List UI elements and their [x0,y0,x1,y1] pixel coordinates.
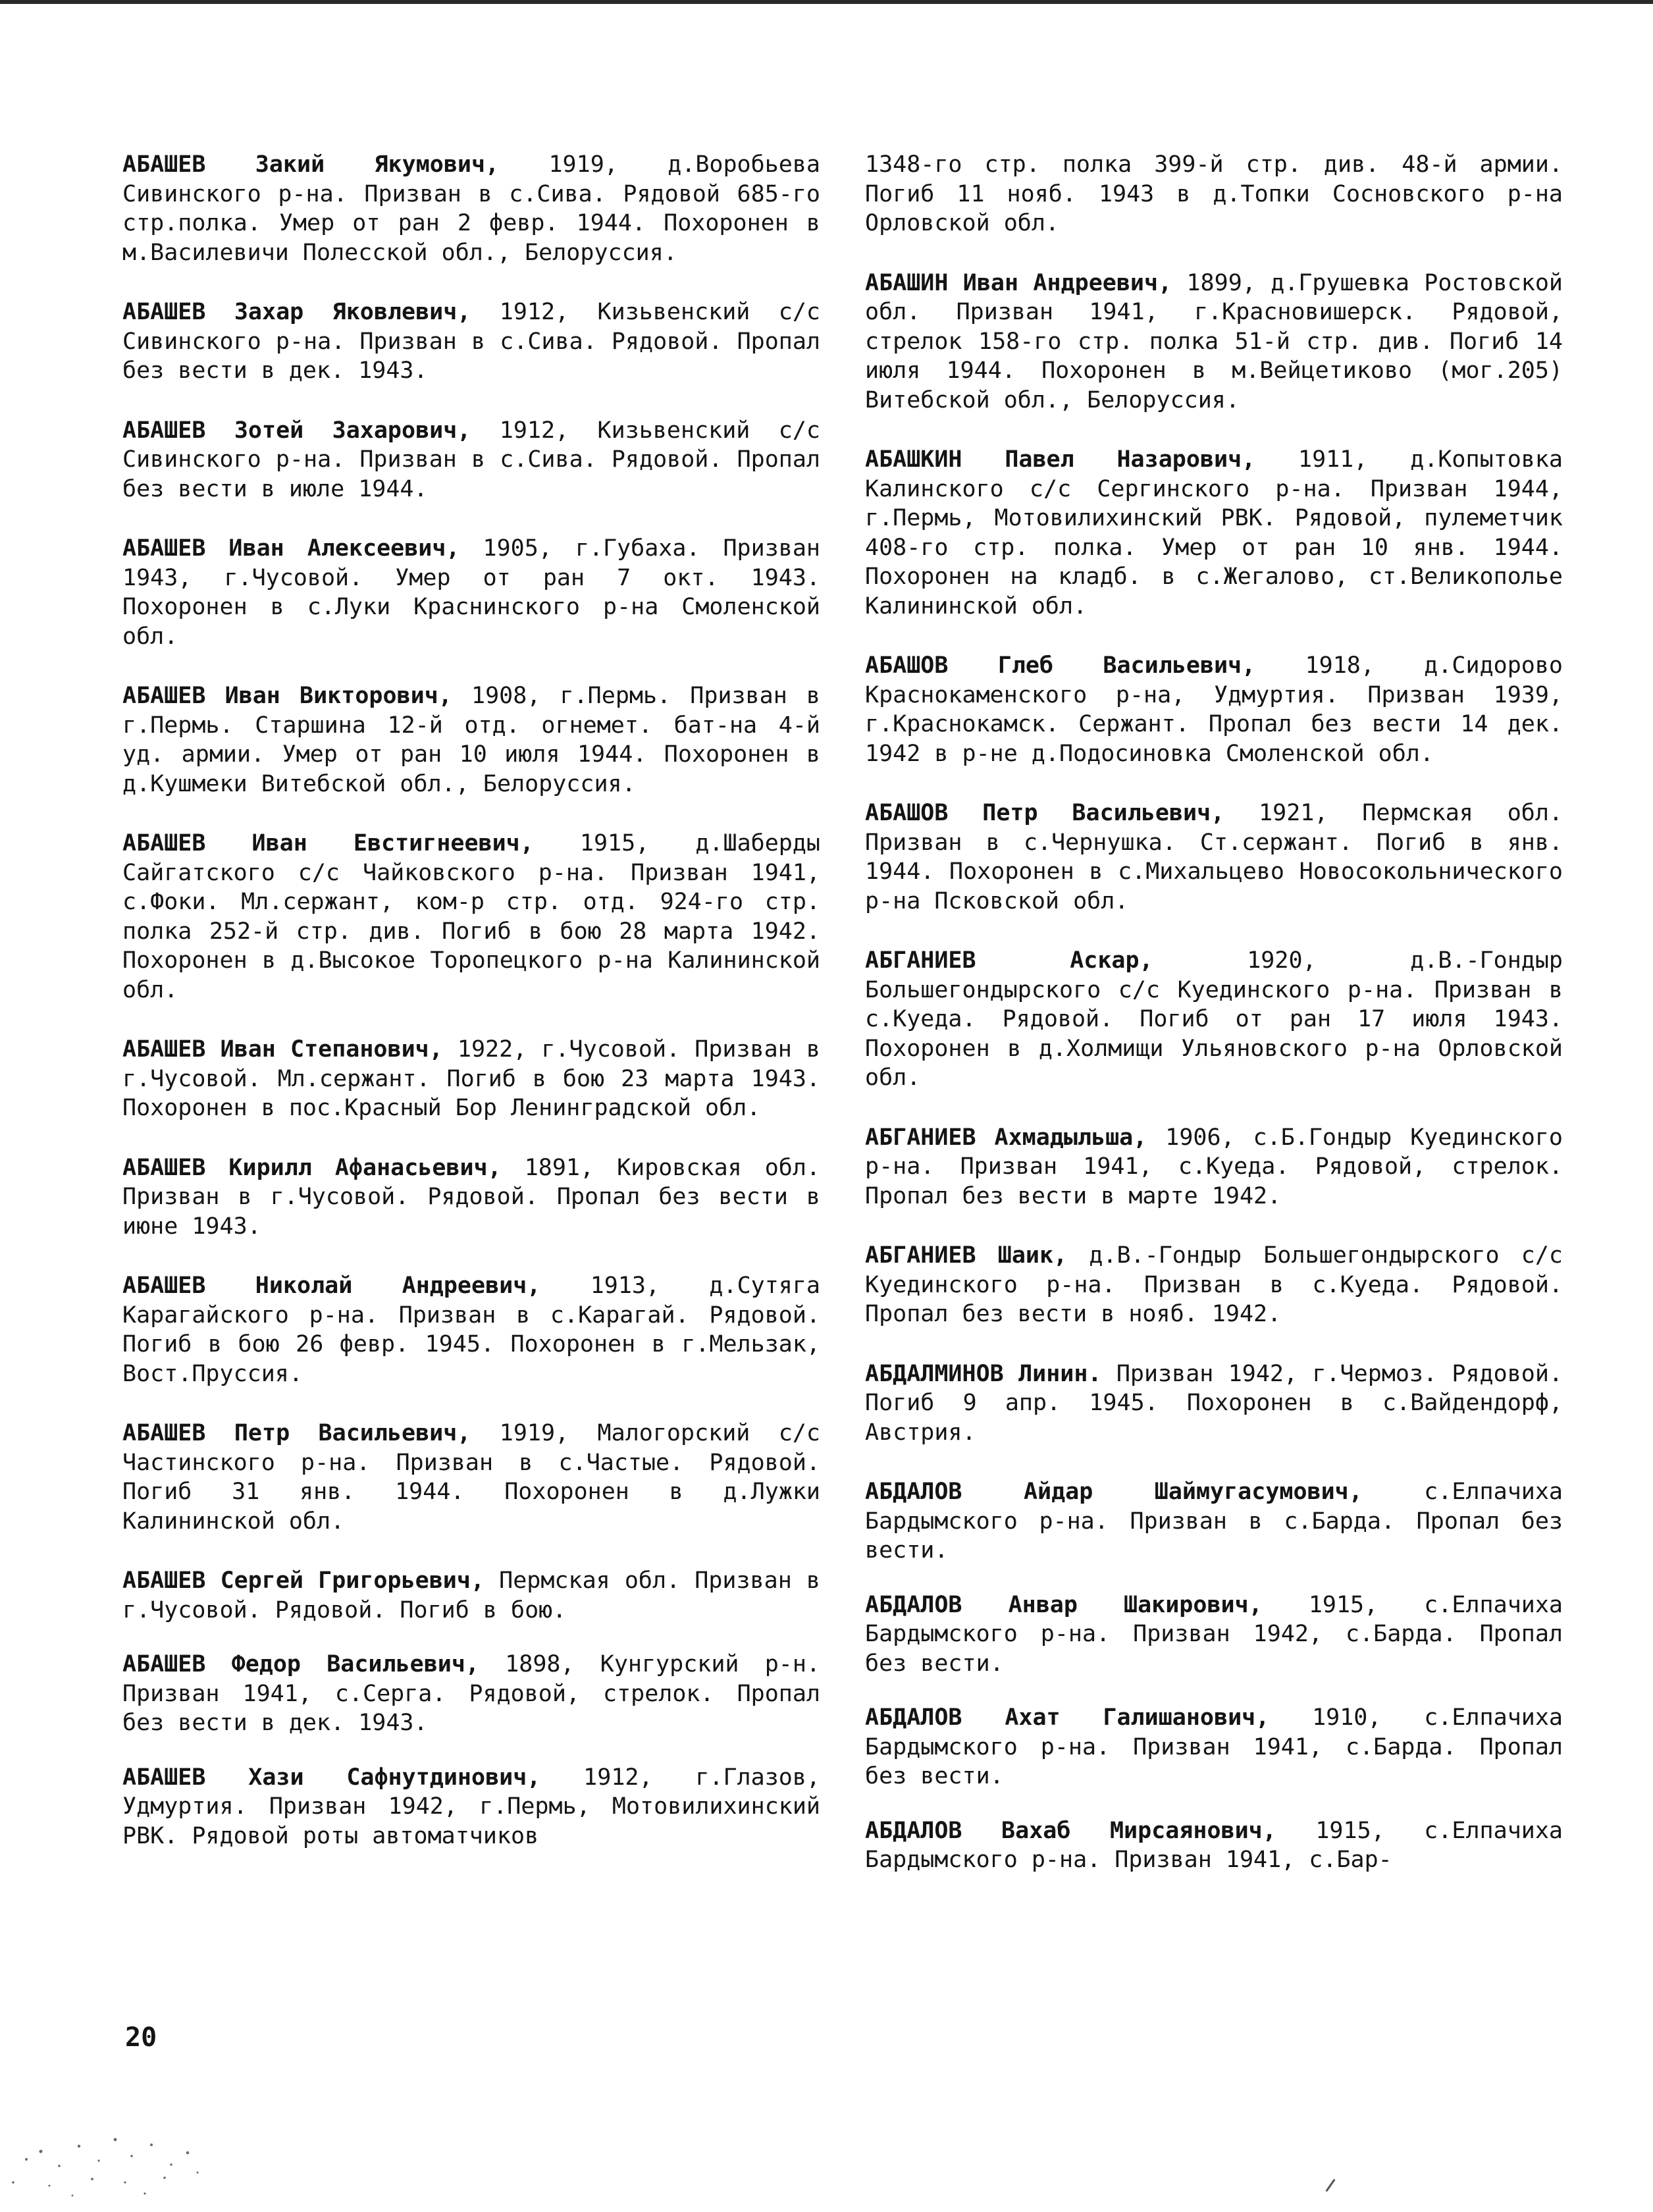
entry-name: АБАШЕВ Кирилл Афанасьевич, [122,1154,502,1181]
entry-name: АБАШЕВ Иван Евстигнеевич, [122,830,534,856]
entry-text: 1913, д.Сутяга Карагайского р-на. Призван в с.Карагай. Рядовой. Погиб в бою 26 февр. 1945. Похоронен в г.Мельзак, Вост.Пруссия. [122,1273,820,1387]
entry-text: с.Елпачиха Бардымского р-на. Призван в с.Барда. Пропал без вести. [865,1479,1563,1564]
entry [865,799,1563,916]
entry-text: 1912, Кизьвенский с/с Сивинского р-на. Призван в с.Сива. Рядовой. Пропал без вести в дек. 1943. [122,299,820,384]
entry-text: 1918, д.Сидорово Краснокаменского р-на, Удмуртия. Призван 1939, г.Краснокамск. Сержант. Пропал без вести 14 дек. 1942 в р-не д.Подосиновка Смоленской обл. [865,652,1563,767]
entry [122,1763,820,1851]
entry-name: АБДАЛОВ Анвар Шакирович, [865,1591,1263,1618]
entry-text: 1906, с.Б.Гондыр Куединского р-на. Призван 1941, с.Куеда. Рядовой, стрелок. Пропал без вести в марте 1942. [865,1124,1563,1209]
entry-name: АБАШЕВ Иван Викторович, [122,683,452,709]
entry-text: 1910, с.Елпачиха Бардымского р-на. Призван 1941, с.Барда. Пропал без вести. [865,1704,1563,1789]
entry-text: д.В.-Гондыр Большегондырского с/с Куединского р-на. Призван в с.Куеда. Рядовой. Пропал без вести в нояб. 1942. [865,1242,1563,1327]
entry-text: 1898, Кунгурский р-н. Призван 1941, с.Серга. Рядовой, стрелок. Пропал без вести в дек. 1943. [122,1651,820,1736]
top-border-line [0,0,1653,4]
right-column [865,150,1563,1905]
entry-text: 1915, д.Шаберды Сайгатского с/с Чайковского р-на. Призван 1941, с.Фоки. Мл.сержант, ком-р стр. отд. 924-го стр. полка 252-й стр. див. Погиб в бою 28 марта 1942. Похоронен в д.Высокое Торопецкого р-на Калининской обл. [122,830,820,1003]
entry-name: АБАШЕВ Захар Яковлевич, [122,299,471,325]
entry [122,1153,820,1242]
entry-text: 1915, с.Елпачиха Бардымского р-на. Призван 1941, с.Бар- [865,1817,1563,1873]
entry-name: АБАШКИН Павел Назарович, [865,446,1256,473]
entry [865,1591,1563,1679]
entry-name: АБДАЛМИНОВ Линин. [865,1360,1102,1387]
entry-name: АБАШЕВ Сергей Григорьевич, [122,1567,485,1594]
entry [122,681,820,799]
entry [122,150,820,267]
entry-name: АБАШИН Иван Андреевич, [865,269,1172,296]
stray-pen-mark [1325,2179,1335,2192]
entry-name: АБДАЛОВ Айдар Шаймугасумович, [865,1479,1363,1505]
entry [122,1566,820,1625]
entry-text: 1912, г.Глазов, Удмуртия. Призван 1942, г.Пермь, Мотовилихинский РВК. Рядовой роты автоматчиков [122,1764,820,1849]
entry-name: АБАШЕВ Иван Алексеевич, [122,535,460,562]
entry-name: АБАШЕВ Хази Сафнутдинович, [122,1764,541,1791]
entry-name: АБАШОВ Петр Васильевич, [865,800,1225,826]
entry [865,1241,1563,1329]
entry [122,1271,820,1388]
entry [122,534,820,651]
entry-text: Пермская обл. Призван в г.Чусовой. Рядовой. Погиб в бою. [122,1567,820,1623]
entry-text: Призван 1942, г.Чермоз. Рядовой. Погиб 9 апр. 1945. Похоронен в с.Вайдендорф, Австрия. [865,1360,1563,1446]
entry-text: 1899, д.Грушевка Ростовской обл. Призван 1941, г.Красновишерск. Рядовой, стрелок 158-го стр. полка 51-й стр. див. Погиб 14 июля 1944. Похоронен в м.Вейцетиково (мог.205) Витебской обл., Белоруссия. [865,269,1563,413]
entry [865,1359,1563,1448]
entry-text: 1919, Малогорский с/с Частинского р-на. Призван в с.Частые. Рядовой. Погиб 31 янв. 1944. Похоронен в д.Лужки Калининской обл. [122,1420,820,1535]
entry [865,150,1563,238]
entry-name: АБАШЕВ Петр Васильевич, [122,1420,471,1446]
entry-text: 1908, г.Пермь. Призван в г.Пермь. Старшина 12-й отд. огнемет. бат-на 4-й уд. армии. Умер от ран 10 июля 1944. Похоронен в д.Кушмеки Витебской обл., Белоруссия. [122,683,821,797]
entry [122,1419,820,1536]
entry-text: 1920, д.В.-Гондыр Большегондырского с/с Куединского р-на. Призван в с.Куеда. Рядовой. Погиб от ран 17 июля 1943. Похоронен в д.Холмищи Ульяновского р-на Орловской обл. [865,947,1563,1091]
entry [122,1650,820,1738]
entry-text: 1919, д.Воробьева Сивинского р-на. Призван в с.Сива. Рядовой 685-го стр.полка. Умер от ран 2 февр. 1944. Похоронен в м.Василевичи Полесской обл., Белоруссия. [122,151,820,266]
entry-text: 1891, Кировская обл. Призван в г.Чусовой. Рядовой. Пропал без вести в июне 1943. [122,1154,820,1240]
entry-name: АБДАЛОВ Ахат Галишанович, [865,1704,1270,1731]
entry [122,416,820,504]
entry-name: АБАШЕВ Федор Васильевич, [122,1651,479,1677]
entry [122,298,820,386]
entry-name: АБАШЕВ Закий Якумович, [122,151,500,178]
entry-name: АБАШЕВ Иван Степанович, [122,1036,443,1063]
entry [865,1123,1563,1211]
entry-text: 1905, г.Губаха. Призван 1943, г.Чусовой. Умер от ран 7 окт. 1943. Похоронен в с.Луки Краснинского р-на Смоленской обл. [122,535,820,650]
entry-text: 1921, Пермская обл. Призван в с.Чернушка. Ст.сержант. Погиб в янв. 1944. Похоронен в с.Михальцево Новосокольнического р-на Псковской обл. [865,800,1563,914]
entry [865,269,1563,415]
entry-name: АБГАНИЕВ Аскар, [865,947,1153,974]
entry [865,1703,1563,1791]
entry-name: АБАШОВ Глеб Васильевич, [865,652,1256,679]
entry-text: 1911, д.Копытовка Калинского с/с Сергинского р-на. Призван 1944, г.Пермь, Мотовилихинский РВК. Рядовой, пулеметчик 408-го стр. полка. Умер от ран 10 янв. 1944. Похоронен на кладб. в с.Жегалово, ст.Великополье Калининской обл. [865,446,1563,619]
entry-name: АБАШЕВ Зотей Захарович, [122,417,471,444]
entry [865,1816,1563,1875]
entry-name: АБДАЛОВ Вахаб Мирсаянович, [865,1817,1276,1844]
entry [865,651,1563,768]
entry-text: 1348-го стр. полка 399-й стр. див. 48-й армии. Погиб 11 нояб. 1943 в д.Топки Сосновского р-на Орловской обл. [865,151,1563,236]
entry-name: АБАШЕВ Николай Андреевич, [122,1273,541,1299]
entry-text: 1922, г.Чусовой. Призван в г.Чусовой. Мл.сержант. Погиб в бою 23 марта 1943. Похоронен в пос.Красный Бор Ленинградской обл. [122,1036,820,1121]
entry-text: 1915, с.Елпачиха Бардымского р-на. Призван 1942, с.Барда. Пропал без вести. [865,1591,1563,1677]
entry-text: 1912, Кизьвенский с/с Сивинского р-на. Призван в с.Сива. Рядовой. Пропал без вести в июле 1944. [122,417,820,502]
scan-speckles [0,2120,224,2212]
entry [865,1477,1563,1566]
entry [865,445,1563,621]
page-number: 20 [125,2022,157,2053]
entry [122,1035,820,1123]
entry [865,946,1563,1093]
entry-name: АБГАНИЕВ Шаик, [865,1242,1068,1269]
entry [122,829,820,1005]
entry-name: АБГАНИЕВ Ахмадыльша, [865,1124,1147,1151]
left-column [122,150,820,1881]
